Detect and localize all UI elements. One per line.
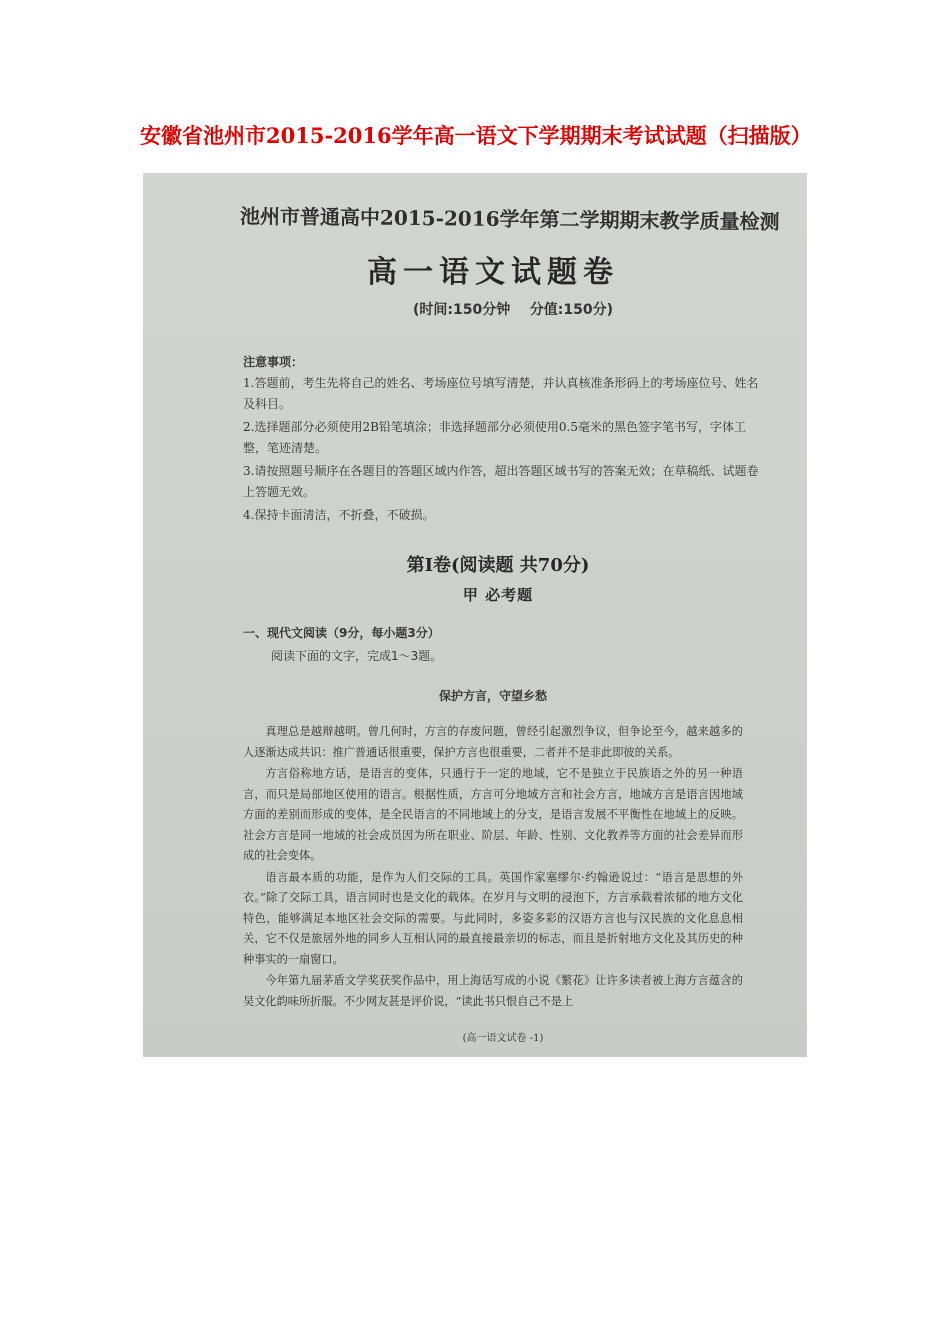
exam-header: 池州市普通高中2015-2016学年第二学期期末教学质量检测 [239,204,780,234]
exam-time-score: (时间:150分钟 分值:150分) [413,302,613,318]
passage-paragraph: 真理总是越辩越明。曾几何时，方言的存废问题，曾经引起激烈争议，但争论至今，越来越多的人逐渐达成共识：推广普通话很重要，保护方言也很重要，二者并不是非此即彼的关系。 [243,725,743,759]
passage-paragraph: 方言俗称地方话，是语言的变体，只通行于一定的地域，它不是独立于民族语之外的另一种语言，而只是局部地区使用的语言。根据性质，方言可分地域方言和社会方言，地域方言是语言因地域方面的差别而形成的变体，是全民语言的不同地域上的分支，是语言发展不平衡性在地域上的反映。社会方言是同一地域的社会成员因为所在职业、阶层、年龄、性别、文化教养等方面的社会差异而形成的社会变体。 [243,767,743,862]
document-title: 安徽省池州市2015-2016学年高一语文下学期期末考试试题（扫描版） [140,123,812,148]
note-item: 4.保持卡面清洁，不折叠，不破损。 [243,508,435,522]
reading-instruction: 阅读下面的文字，完成1～3题。 [271,649,443,663]
passage-paragraph: 语言最本质的功能，是作为人们交际的工具。英国作家塞缪尔·约翰逊说过：“语言是思想的外衣。”除了交际工具，语言同时也是文化的载体。在岁月与文明的浸泡下，方言承载着浓郁的地方文化特色，能够满足本地区社会交际的需要。与此同时，多姿多彩的汉语方言也与汉民族的文化息息相关，它不仅是旅居外地的同乡人互相认同的最直接最亲切的标志，而且是折射地方文化及其历史的种种事实的一扇窗口。 [243,870,743,966]
exam-title: 高一语文试题卷 [367,255,619,290]
note-item: 3.请按照题号顺序在各题目的答题区域内作答，超出答题区域书写的答案无效；在草稿纸、试题卷上答题无效。 [243,464,759,499]
section-heading: 一、现代文阅读（9分，每小题3分） [243,626,440,640]
passage-body [243,722,743,1013]
note-item: 1.答题前，考生先将自己的姓名、考场座位号填写清楚，并认真核准条形码上的考场座位号、姓名及科目。 [243,376,759,411]
part-title: 第Ⅰ卷(阅读题 共70分) [406,555,590,576]
passage-paragraph: 今年第九届茅盾文学奖获奖作品中，用上海话写成的小说《繁花》让许多读者被上海方言蕴含的吴文化韵味所折服。不少网友甚是评价说，“读此书只恨自己不是上 [243,974,743,1008]
notes-heading: 注意事项： [243,355,304,369]
note-item: 2.选择题部分必须使用2B铅笔填涂；非选择题部分必须使用0.5毫米的黑色签字笔书写，字体工整，笔迹清楚。 [243,420,746,455]
sub-title: 甲 必考题 [462,586,534,604]
page-footer: (高一语文试卷 -1) [462,1033,544,1044]
passage-title: 保护方言，守望乡愁 [438,689,547,703]
scanned-exam-page [143,173,807,1057]
